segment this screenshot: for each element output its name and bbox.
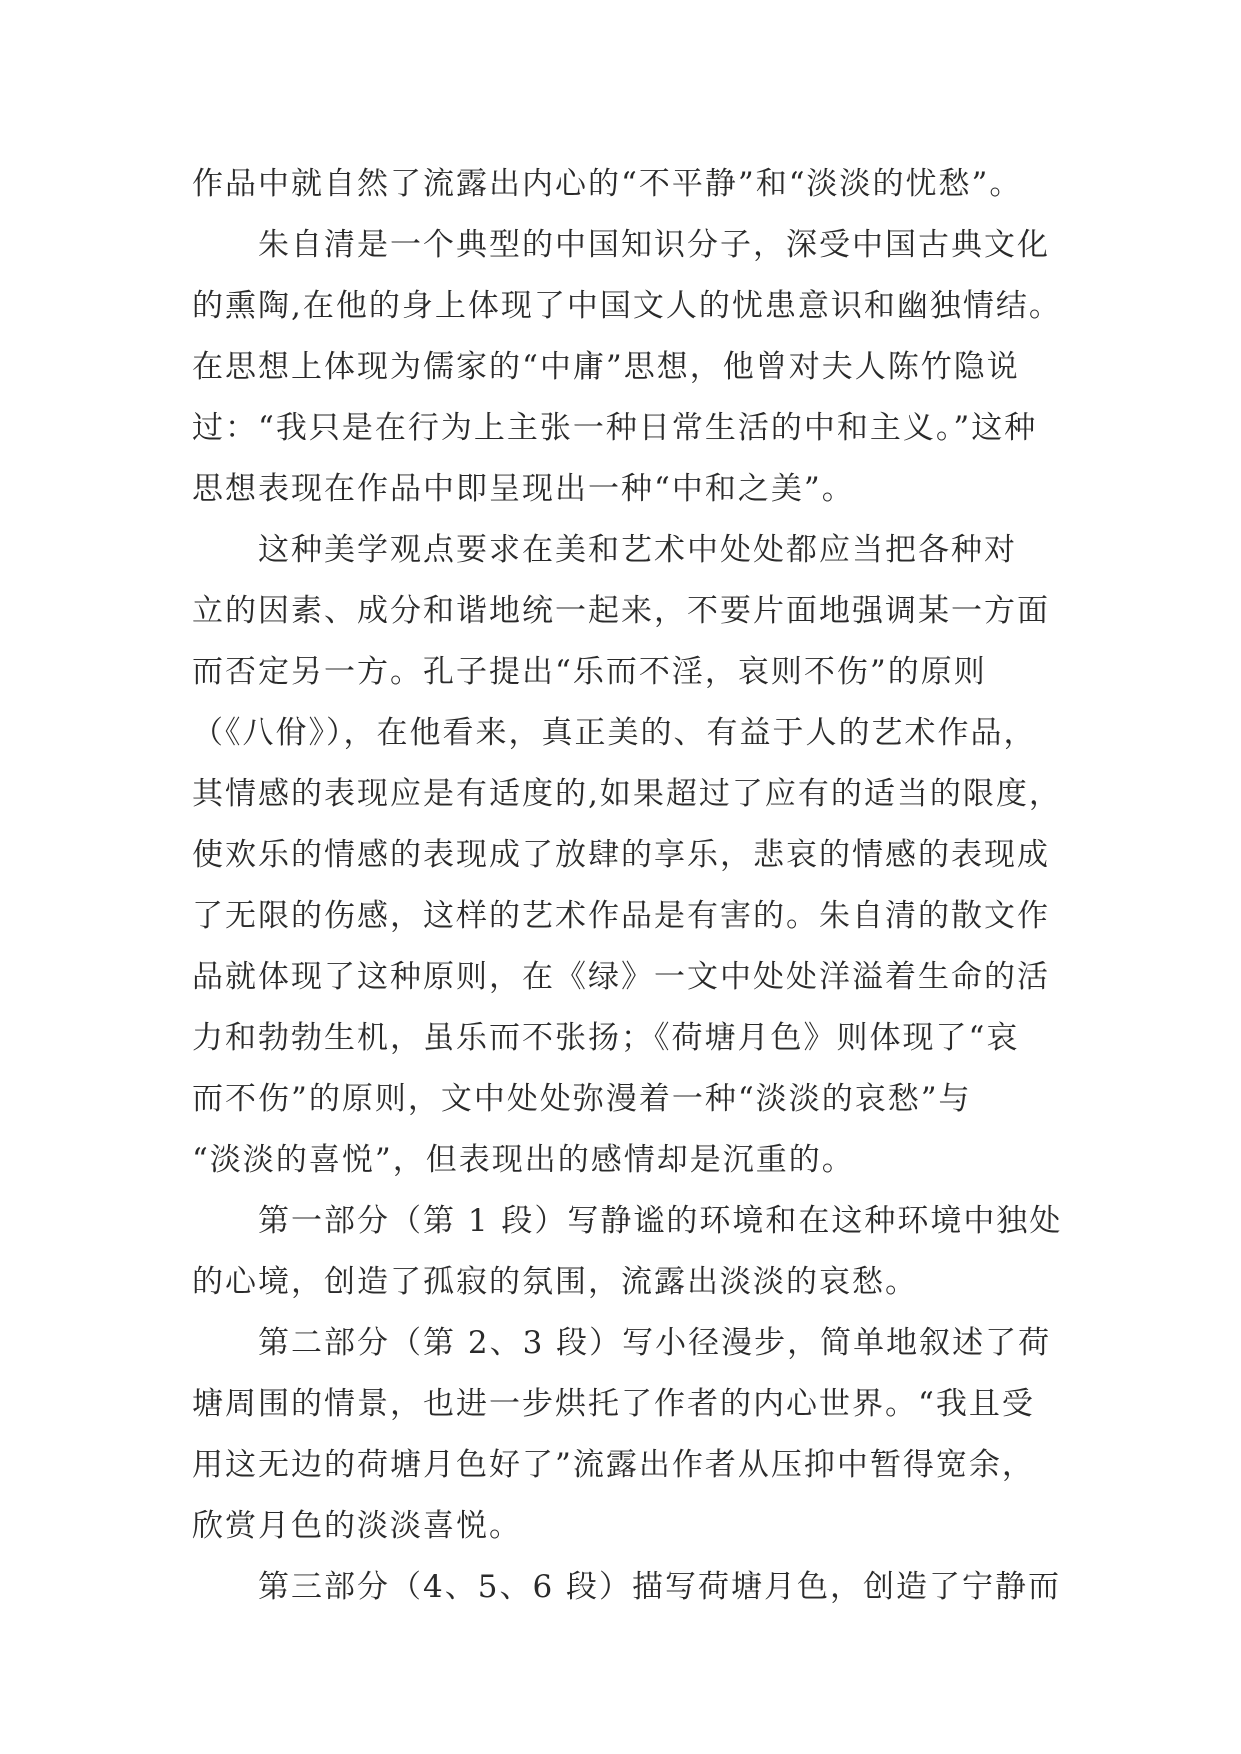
text-line: 使欢乐的情感的表现成了放肆的享乐，悲哀的情感的表现成 xyxy=(192,837,1050,873)
text-line: 而否定另一方。孔子提出“乐而不淫，哀则不伤”的原则 xyxy=(192,654,987,690)
text-line: “淡淡的喜悦”，但表现出的感情却是沉重的。 xyxy=(192,1142,855,1178)
text-line: 品就体现了这种原则，在《绿》一文中处处洋溢着生命的活 xyxy=(192,959,1050,995)
text-line: 了无限的伤感，这样的艺术作品是有害的。朱自清的散文作 xyxy=(192,898,1050,934)
text-line: 立的因素、成分和谐地统一起来，不要片面地强调某一方面 xyxy=(192,593,1050,629)
text-line: 第三部分（4、5、6 段）描写荷塘月色，创造了宁静而 xyxy=(192,1569,1062,1605)
text-line: 力和勃勃生机，虽乐而不张扬；《荷塘月色》则体现了“哀 xyxy=(192,1020,1020,1056)
text-line: 思想表现在作品中即呈现出一种“中和之美”。 xyxy=(192,471,855,507)
text-line: 而不伤”的原则，文中处处弥漫着一种“淡淡的哀愁”与 xyxy=(192,1081,972,1117)
text-line: 第二部分（第 2、3 段）写小径漫步，简单地叙述了荷 xyxy=(192,1325,1052,1361)
text-line: 塘周围的情景，也进一步烘托了作者的内心世界。“我且受 xyxy=(192,1386,1035,1422)
text-line: 第一部分（第 1 段）写静谧的环境和在这种环境中独处 xyxy=(192,1203,1063,1239)
text-line: 的心境，创造了孤寂的氛围，流露出淡淡的哀愁。 xyxy=(192,1264,918,1300)
text-line: 的熏陶,在他的身上体现了中国文人的忧患意识和幽独情结。 xyxy=(192,288,1062,324)
text-line: 作品中就自然了流露出内心的“不平静”和“淡淡的忧愁”。 xyxy=(192,166,1023,202)
text-line: （《八佾》），在他看来，真正美的、有益于人的艺术作品， xyxy=(192,715,1037,751)
text-line: 其情感的表现应是有适度的,如果超过了应有的适当的限度， xyxy=(192,776,1062,812)
text-line: 用这无边的荷塘月色好了”流露出作者从压抑中暂得宽余， xyxy=(192,1447,1035,1483)
text-line: 在思想上体现为儒家的“中庸”思想，他曾对夫人陈竹隐说 xyxy=(192,349,1020,385)
text-line: 这种美学观点要求在美和艺术中处处都应当把各种对 xyxy=(192,532,1017,568)
text-line: 过：“我只是在行为上主张一种日常生活的中和主义。”这种 xyxy=(192,410,1038,446)
text-line: 欣赏月色的淡淡喜悦。 xyxy=(192,1508,522,1544)
text-line: 朱自清是一个典型的中国知识分子，深受中国古典文化 xyxy=(192,227,1050,263)
